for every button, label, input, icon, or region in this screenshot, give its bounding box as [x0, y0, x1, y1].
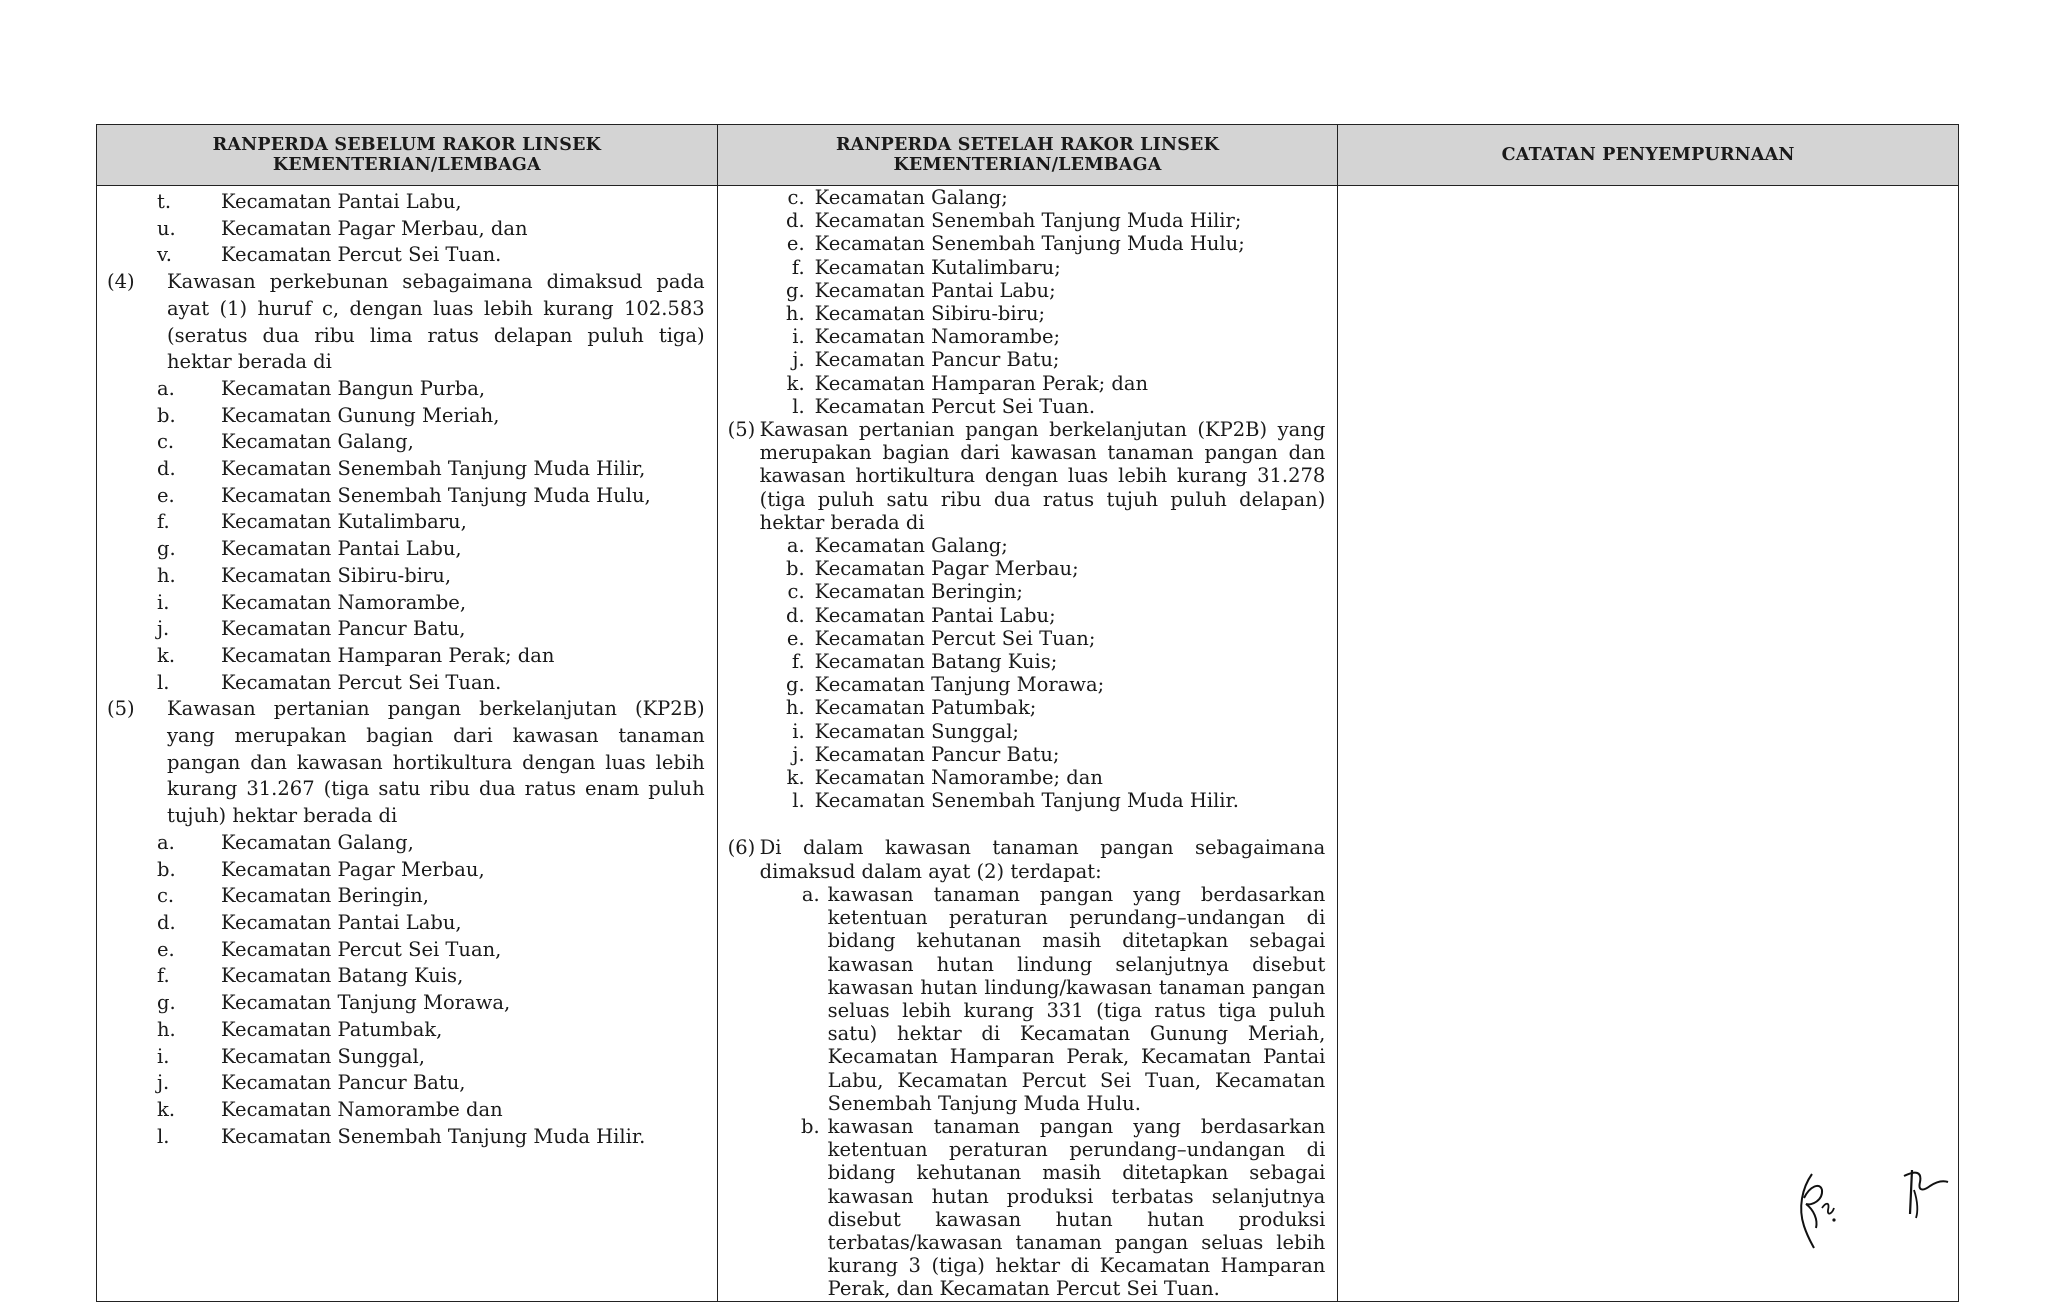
list-item-text: Kecamatan Patumbak; — [814, 696, 1037, 720]
list-item-marker: f. — [791, 255, 805, 279]
list-item-marker: c. — [787, 186, 805, 209]
list-item-marker: i. — [157, 1044, 170, 1068]
list-item — [107, 1097, 705, 1124]
sub-item — [728, 1115, 1326, 1301]
list-item — [107, 643, 705, 670]
list-item-marker: g. — [785, 278, 805, 302]
list-item — [107, 883, 705, 910]
paragraph-text: Di dalam kawasan tanaman pangan sebagaimana dimaksud dalam ayat (2) terdapat: — [759, 836, 1326, 883]
list-item — [107, 1070, 705, 1097]
list-item-marker: d. — [785, 603, 805, 627]
list-item-marker: h. — [785, 302, 805, 326]
list-item — [728, 766, 1326, 789]
spacer — [728, 812, 1326, 836]
list-item — [728, 232, 1326, 255]
list-item-marker: e. — [157, 483, 175, 507]
list-item-marker: d. — [157, 457, 176, 481]
list-item-marker: i. — [792, 325, 805, 349]
list-item-marker: b. — [157, 857, 176, 881]
list-item-text: Kecamatan Galang; — [814, 186, 1008, 209]
list-item-text: Kecamatan Beringin; — [814, 580, 1023, 604]
list-item — [107, 990, 705, 1017]
list-item — [107, 590, 705, 617]
list-item-marker: a. — [157, 830, 175, 854]
list-item-text: Kecamatan Beringin, — [221, 884, 429, 908]
list-item — [107, 830, 705, 857]
list-item — [107, 1124, 705, 1151]
list-item-text: Kecamatan Percut Sei Tuan. — [221, 670, 502, 694]
list-item-text: Kecamatan Kutalimbaru; — [814, 255, 1061, 279]
list-item — [107, 189, 705, 216]
list-item-marker: j. — [792, 742, 805, 766]
list-item-text: Kecamatan Namorambe; dan — [814, 766, 1103, 790]
list-item-text: Kecamatan Pagar Merbau, dan — [221, 216, 528, 240]
list-item — [728, 325, 1326, 348]
list-item-marker: h. — [785, 696, 805, 720]
list-item-text: Kecamatan Namorambe; — [814, 325, 1061, 349]
list-item-marker: d. — [157, 910, 176, 934]
column-after — [717, 186, 1338, 1302]
list-item-marker: k. — [786, 371, 805, 395]
list-item — [107, 456, 705, 483]
list-item-marker: k. — [157, 1097, 176, 1121]
list-item-marker: f. — [157, 964, 170, 988]
list-item — [728, 534, 1326, 557]
list-item-text: Kecamatan Hamparan Perak; dan — [221, 643, 555, 667]
list-item — [107, 857, 705, 884]
list-item — [728, 279, 1326, 302]
list-item-text: Kecamatan Gunung Meriah, — [221, 403, 500, 427]
list-item-text: Kecamatan Galang, — [221, 430, 414, 454]
comparison-table — [96, 124, 1959, 1302]
before-text — [97, 186, 717, 1212]
list-item-marker: v. — [157, 243, 172, 267]
list-item-text: Kecamatan Pantai Labu, — [221, 910, 462, 934]
paragraph-marker: (4) — [107, 270, 135, 294]
list-item-text: Kecamatan Sunggal; — [814, 719, 1019, 743]
list-item-marker: d. — [785, 209, 805, 233]
list-item-text: Kecamatan Namorambe, — [221, 590, 467, 614]
list-item-marker: f. — [791, 650, 805, 674]
list-item-text: Kecamatan Galang, — [221, 830, 414, 854]
list-item-marker: l. — [792, 789, 805, 813]
list-item-text: Kecamatan Tanjung Morawa; — [814, 673, 1105, 697]
list-item-marker: k. — [786, 766, 805, 790]
list-item-marker: e. — [786, 626, 805, 650]
sub-item-marker: b. — [800, 1114, 820, 1138]
list-item-text: Kecamatan Batang Kuis, — [221, 964, 464, 988]
list-item — [107, 483, 705, 510]
list-item-marker: l. — [157, 1124, 170, 1148]
column-before — [97, 186, 718, 1302]
list-item — [728, 673, 1326, 696]
list-item — [107, 910, 705, 937]
paragraph — [728, 836, 1326, 882]
list-item-marker: e. — [786, 232, 805, 256]
list-item-text: Kecamatan Pantai Labu; — [814, 603, 1056, 627]
list-item — [728, 372, 1326, 395]
paragraph-text: Kawasan pertanian pangan berkelanjutan (KP2B) yang merupakan bagian dari kawasan tanaman pangan dan kawasan hortikultura dengan luas lebih kurang 31.267 (tiga satu ribu dua ratus enam puluh tujuh) hektar berada di — [167, 697, 705, 828]
list-item — [107, 563, 705, 590]
list-item-text: Kecamatan Pancur Batu; — [814, 742, 1060, 766]
list-item-text: Kecamatan Galang; — [814, 534, 1008, 558]
column-notes — [1338, 186, 1959, 1302]
sub-item-text: kawasan tanaman pangan yang berdasarkan ketentuan peraturan perundang–undangan di bidang kehutanan masih ditetapkan sebagai kawasan hutan produksi terbatas selanjutnya disebut kawasan hutan hutan produksi terbatas/kawasan tanaman pangan seluas lebih kurang 3 (tiga) hektar di Kecamatan Hamparan Perak, dan Kecamatan Percut Sei Tuan. — [827, 1114, 1326, 1301]
list-item — [728, 395, 1326, 418]
paragraph-marker: (6) — [727, 836, 756, 860]
list-item — [107, 509, 705, 536]
header-row — [97, 125, 1959, 186]
list-item-text: Kecamatan Pantai Labu; — [814, 278, 1056, 302]
list-item-text: Kecamatan Hamparan Perak; dan — [814, 371, 1149, 395]
paraf-signature-2 — [1896, 1164, 1956, 1224]
list-item — [107, 963, 705, 990]
list-item — [107, 1017, 705, 1044]
header-after: RANPERDA SETELAH RAKOR LINSEK KEMENTERIAN/LEMBAGA — [717, 125, 1338, 186]
list-item-text: Kecamatan Pagar Merbau, — [221, 857, 485, 881]
list-item-text: Kecamatan Pancur Batu; — [814, 348, 1060, 372]
list-item-text: Kecamatan Senembah Tanjung Muda Hilir. — [814, 789, 1239, 813]
list-item-marker: l. — [792, 394, 805, 418]
list-item — [728, 557, 1326, 580]
list-item-marker: a. — [157, 376, 175, 400]
list-item-text: Kecamatan Tanjung Morawa, — [221, 991, 511, 1015]
paragraph-marker: (5) — [727, 418, 756, 442]
paraf-signature-1 — [1792, 1168, 1852, 1250]
sub-item — [728, 883, 1326, 1115]
list-item-marker: f. — [157, 510, 170, 534]
list-item — [107, 536, 705, 563]
list-item-text: Kecamatan Pagar Merbau; — [814, 557, 1079, 581]
paragraph — [107, 269, 705, 376]
list-item — [728, 580, 1326, 603]
after-text — [718, 186, 1338, 1301]
list-item — [728, 743, 1326, 766]
list-item — [728, 627, 1326, 650]
list-item-text: Kecamatan Senembah Tanjung Muda Hulu; — [814, 232, 1245, 256]
list-item — [728, 186, 1326, 209]
list-item — [728, 720, 1326, 743]
list-item-text: Kecamatan Pancur Batu, — [221, 617, 466, 641]
list-item-marker: e. — [157, 937, 175, 961]
list-item-text: Kecamatan Sunggal, — [221, 1044, 425, 1068]
list-item-text: Kecamatan Percut Sei Tuan. — [814, 394, 1096, 418]
list-item — [107, 376, 705, 403]
list-item — [728, 256, 1326, 279]
list-item-text: Kecamatan Sibiru-biru; — [814, 302, 1046, 326]
list-item-marker: c. — [787, 580, 805, 604]
list-item-text: Kecamatan Batang Kuis; — [814, 650, 1058, 674]
list-item — [728, 604, 1326, 627]
list-item — [107, 937, 705, 964]
sub-item-text: kawasan tanaman pangan yang berdasarkan ketentuan peraturan perundang–undangan di bidang kehutanan masih ditetapkan sebagai kawasan hutan lindung selanjutnya disebut kawasan hutan lindung/kawasan tanaman pangan seluas lebih kurang 331 (tiga ratus tiga puluh satu) hektar di Kecamatan Gunung Meriah, Kecamatan Hamparan Perak, Kecamatan Pantai Labu, Kecamatan Percut Sei Tuan, Kecamatan Senembah Tanjung Muda Hulu. — [827, 882, 1326, 1115]
header-notes: CATATAN PENYEMPURNAAN — [1338, 125, 1959, 186]
list-item-text: Kecamatan Senembah Tanjung Muda Hulu, — [221, 483, 651, 507]
list-item — [107, 403, 705, 430]
list-item — [107, 1044, 705, 1071]
list-item — [107, 429, 705, 456]
sub-item-marker: a. — [801, 882, 820, 906]
list-item-marker: b. — [785, 557, 805, 581]
list-item-marker: i. — [157, 590, 170, 614]
list-item-text: Kecamatan Patumbak, — [221, 1017, 443, 1041]
content-row — [97, 186, 1959, 1302]
list-item-text: Kecamatan Pantai Labu, — [221, 537, 462, 561]
list-item-text: Kecamatan Namorambe dan — [221, 1097, 503, 1121]
list-item-marker: l. — [157, 670, 170, 694]
list-item — [728, 789, 1326, 812]
list-item-text: Kecamatan Percut Sei Tuan. — [221, 243, 502, 267]
paragraph-text: Kawasan pertanian pangan berkelanjutan (KP2B) yang merupakan bagian dari kawasan tanaman pangan dan kawasan hortikultura dengan luas lebih kurang 31.278 (tiga puluh satu ribu dua ratus tujuh puluh delapan) hektar berada di — [759, 418, 1326, 534]
list-item-text: Kecamatan Percut Sei Tuan, — [221, 937, 502, 961]
list-item-marker: u. — [157, 216, 176, 240]
list-item-marker: g. — [157, 537, 176, 561]
list-item — [728, 302, 1326, 325]
list-item-marker: k. — [157, 643, 176, 667]
paragraph — [107, 696, 705, 830]
list-item-text: Kecamatan Sibiru-biru, — [221, 563, 452, 587]
paragraph-text: Kawasan perkebunan sebagaimana dimaksud pada ayat (1) huruf c, dengan luas lebih kurang 102.583 (seratus dua ribu lima ratus delapan puluh tiga) hektar berada di — [167, 270, 705, 374]
list-item-marker: g. — [157, 991, 176, 1015]
paragraph — [728, 418, 1326, 534]
list-item — [107, 242, 705, 269]
paragraph-marker: (5) — [107, 697, 135, 721]
list-item-text: Kecamatan Bangun Purba, — [221, 376, 486, 400]
list-item-text: Kecamatan Kutalimbaru, — [221, 510, 467, 534]
list-item-marker: i. — [792, 719, 805, 743]
list-item-text: Kecamatan Pantai Labu, — [221, 190, 462, 213]
list-item — [728, 209, 1326, 232]
list-item-marker: j. — [157, 1071, 170, 1095]
list-item — [107, 616, 705, 643]
list-item — [728, 348, 1326, 371]
header-before: RANPERDA SEBELUM RAKOR LINSEK KEMENTERIAN/LEMBAGA — [97, 125, 718, 186]
list-item — [728, 696, 1326, 719]
list-item-text: Kecamatan Senembah Tanjung Muda Hilir; — [814, 209, 1242, 233]
list-item-marker: a. — [786, 534, 805, 558]
list-item-marker: j. — [792, 348, 805, 372]
list-item-text: Kecamatan Percut Sei Tuan; — [814, 626, 1096, 650]
list-item-marker: c. — [157, 430, 175, 454]
list-item-marker: j. — [157, 617, 170, 641]
list-item-marker: h. — [157, 563, 176, 587]
list-item-marker: h. — [157, 1017, 176, 1041]
list-item-marker: c. — [157, 884, 175, 908]
list-item-text: Kecamatan Senembah Tanjung Muda Hilir. — [221, 1124, 646, 1148]
list-item-marker: g. — [785, 673, 805, 697]
list-item — [107, 216, 705, 243]
list-item-text: Kecamatan Pancur Batu, — [221, 1071, 466, 1095]
list-item-text: Kecamatan Senembah Tanjung Muda Hilir, — [221, 457, 646, 481]
list-item-marker: t. — [157, 190, 172, 213]
list-item — [728, 650, 1326, 673]
list-item — [107, 670, 705, 697]
list-item-marker: b. — [157, 403, 176, 427]
